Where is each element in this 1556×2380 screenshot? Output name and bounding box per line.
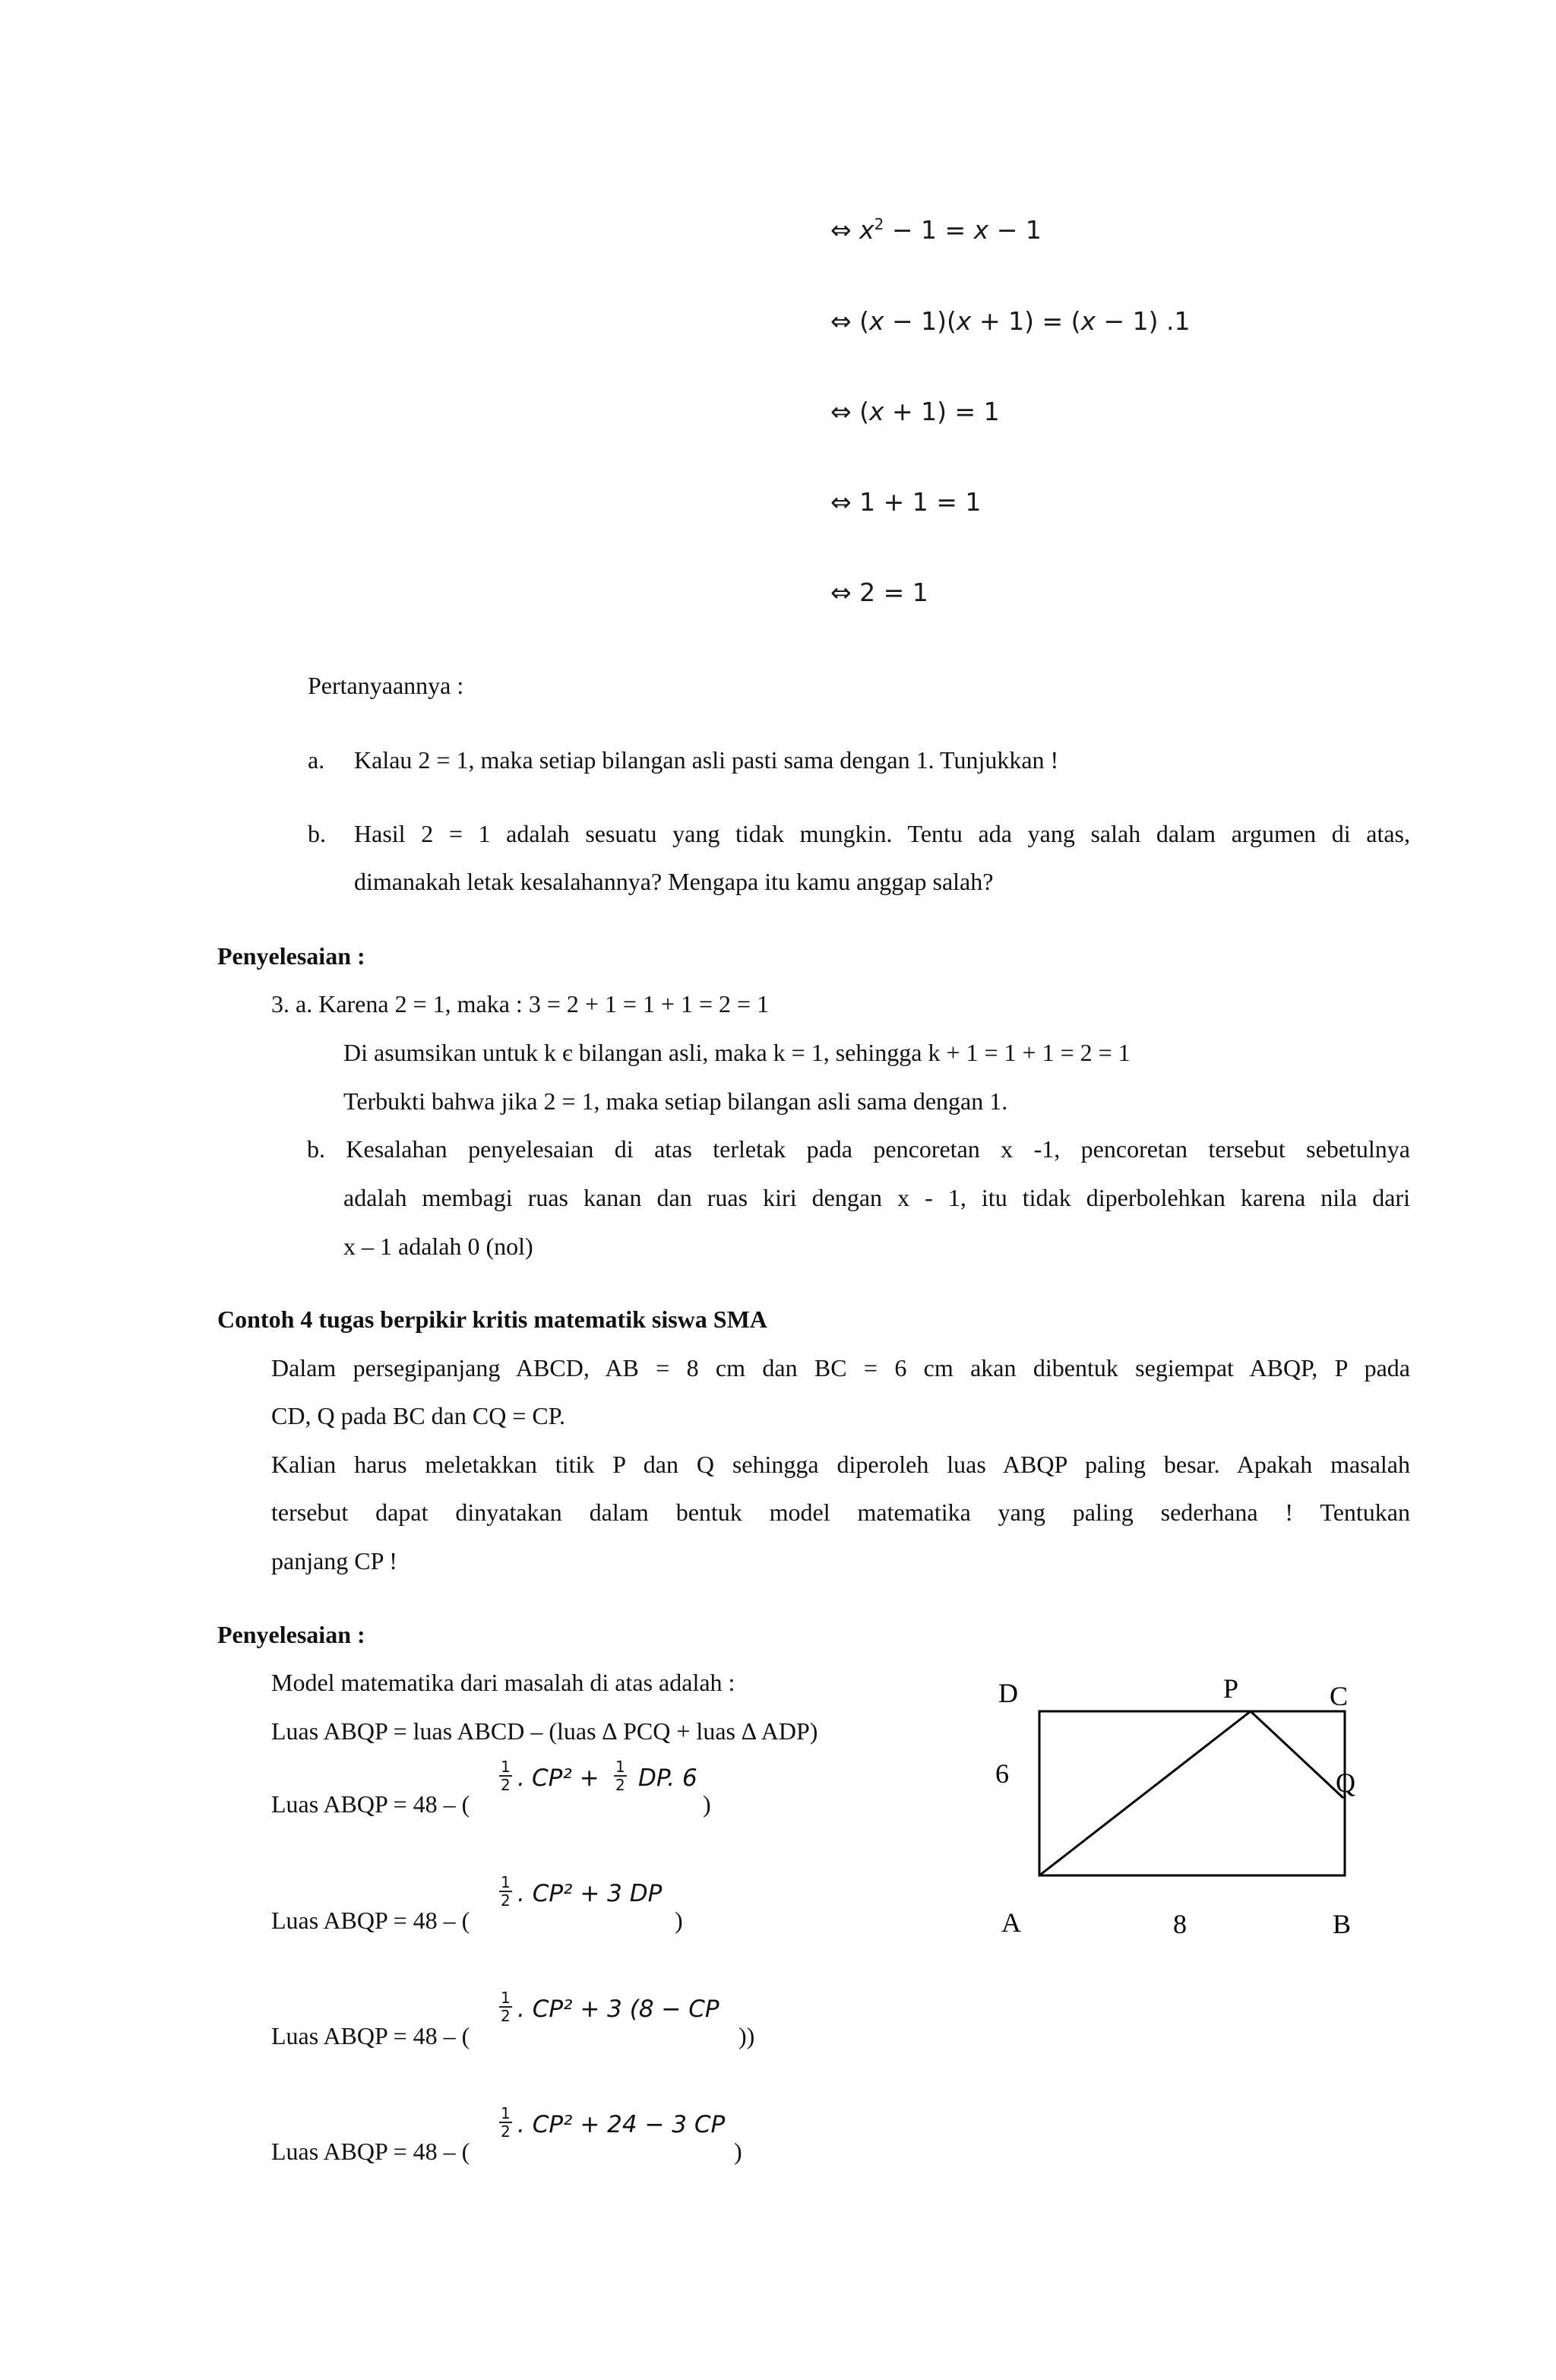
formula-1-expr-2: DP. 6 (638, 1764, 697, 1792)
fraction-numerator: 1 (501, 1989, 511, 2007)
solution1-line-1: 3. a. Karena 2 = 1, maka : 3 = 2 + 1 = 1 + 1 = 2 = 1 (271, 990, 770, 1018)
solution1-b-line-3: x – 1 adalah 0 (nol) (343, 1233, 533, 1260)
example-p1-line-2: CD, Q pada BC dan CQ = CP. (271, 1402, 565, 1429)
question-intro: Pertanyaannya : (308, 672, 464, 699)
formula-1-fraction-2 (614, 1758, 627, 1793)
formula-2-prefix: Luas ABQP = 48 – ( (271, 1907, 470, 1934)
formula-3-expr: . CP² + 3 (8 − CP (517, 1995, 719, 2023)
equation-line-1: ⇔ $x^2 - 1 = x - 1$ (830, 215, 1042, 245)
segment-pq (1251, 1711, 1343, 1798)
example-p1-line-1: Dalam persegipanjang ABCD, AB = 8 cm dan BC = 6 cm akan dibentuk segiempat ABQP, P pada (271, 1354, 1410, 1381)
question-b-marker: b. (308, 820, 326, 847)
segment-ap (1039, 1711, 1251, 1875)
solution2-line-2: Luas ABQP = luas ABCD – (luas ∆ PCQ + luas ∆ ADP) (271, 1717, 818, 1745)
fraction-numerator: 1 (501, 2104, 511, 2122)
solution1-line-2: Di asumsikan untuk k є bilangan asli, maka k = 1, sehingga k + 1 = 1 + 1 = 2 = 1 (343, 1039, 1131, 1066)
formula-3-prefix: Luas ABQP = 48 – ( (271, 2022, 470, 2049)
formula-3-close: )) (738, 2022, 755, 2049)
question-a-text: Kalau 2 = 1, maka setiap bilangan asli pasti sama dengan 1. Tunjukkan ! (354, 746, 1059, 774)
formula-2-expr: . CP² + 3 DP (517, 1880, 663, 1907)
solution1-line-3: Terbukti bahwa jika 2 = 1, maka setiap bilangan asli sama dengan 1. (343, 1087, 1008, 1115)
equation-line-2: ⇔ (x − 1)(x + 1) = (x − 1) .1 (830, 306, 1191, 336)
equation-line-4: ⇔ 1 + 1 = 1 (830, 487, 982, 517)
fraction-numerator: 1 (615, 1758, 625, 1776)
formula-1-expr (532, 1764, 599, 1792)
formula-2-close: ) (675, 1907, 683, 1934)
rectangle-abcd (1039, 1711, 1345, 1875)
example-p2-line-2: tersebut dapat dinyatakan dalam bentuk model matematika yang paling sederhana ! Tentukan (271, 1499, 1410, 1526)
example-heading: Contoh 4 tugas berpikir kritis matematik siswa SMA (217, 1306, 767, 1333)
question-b-line-2: dimanakah letak kesalahannya? Mengapa itu kamu anggap salah? (354, 868, 994, 895)
solution1-b-line-1: b. Kesalahan penyelesaian di atas terletak pada pencoretan x -1, pencoretan tersebut sebetulnya (307, 1135, 1410, 1163)
fraction-denominator: 2 (501, 1891, 511, 1910)
formula-3-expr-text: CP² + 3 (8 − CP (532, 1995, 719, 2023)
formula-2-fraction (499, 1874, 512, 1909)
example-p2-line-1: Kalian harus meletakkan titik P dan Q sehingga diperoleh luas ABQP paling besar. Apakah masalah (271, 1451, 1410, 1478)
formula-2-expr-text: CP² + 3 DP (532, 1880, 663, 1907)
fraction-denominator: 2 (501, 2007, 511, 2025)
formula-4-expr-text: CP² + 24 − 3 CP (532, 2111, 726, 2138)
label-d: D (998, 1678, 1018, 1708)
formula-1-prefix: Luas ABQP = 48 – ( (271, 1790, 470, 1818)
question-b-line-1: Hasil 2 = 1 adalah sesuatu yang tidak mungkin. Tentu ada yang salah dalam argumen di atas, (354, 820, 1410, 847)
label-p: P (1223, 1673, 1239, 1704)
fraction-denominator: 2 (501, 1776, 511, 1794)
formula-4-fraction (499, 2105, 512, 2140)
formula-1-expr-text: CP² + (532, 1764, 599, 1792)
equation-line-3: ⇔ (x + 1) = 1 (830, 397, 1000, 426)
fraction-numerator: 1 (501, 1873, 511, 1891)
solution-heading-2: Penyelesaian : (217, 1621, 365, 1648)
formula-1-dot: . (517, 1764, 525, 1792)
label-side-left: 6 (995, 1758, 1009, 1789)
formula-4-close: ) (734, 2138, 742, 2165)
equation-line-5: ⇔ 2 = 1 (830, 578, 928, 607)
formula-4-prefix: Luas ABQP = 48 – ( (271, 2138, 470, 2165)
label-c: C (1330, 1681, 1349, 1711)
formula-1-fraction (499, 1758, 512, 1793)
label-side-bottom: 8 (1173, 1909, 1187, 1939)
label-b: B (1333, 1909, 1352, 1939)
solution-heading-1: Penyelesaian : (217, 942, 365, 970)
fraction-denominator: 2 (501, 2122, 511, 2141)
fraction-denominator: 2 (615, 1776, 625, 1794)
label-q: Q (1336, 1768, 1355, 1798)
rectangle-diagram (972, 1657, 1383, 1961)
label-a: A (1001, 1907, 1021, 1938)
example-p2-line-3: panjang CP ! (271, 1547, 397, 1575)
solution1-b-line-2: adalah membagi ruas kanan dan ruas kiri dengan x - 1, itu tidak diperbolehkan karena nila dari (343, 1184, 1410, 1211)
fraction-numerator: 1 (501, 1758, 511, 1776)
question-a-marker: a. (308, 746, 325, 774)
formula-3-fraction (499, 1989, 512, 2024)
formula-1-close: ) (703, 1790, 711, 1818)
formula-4-expr: . CP² + 24 − 3 CP (517, 2111, 726, 2138)
solution2-line-1: Model matematika dari masalah di atas adalah : (271, 1669, 735, 1696)
